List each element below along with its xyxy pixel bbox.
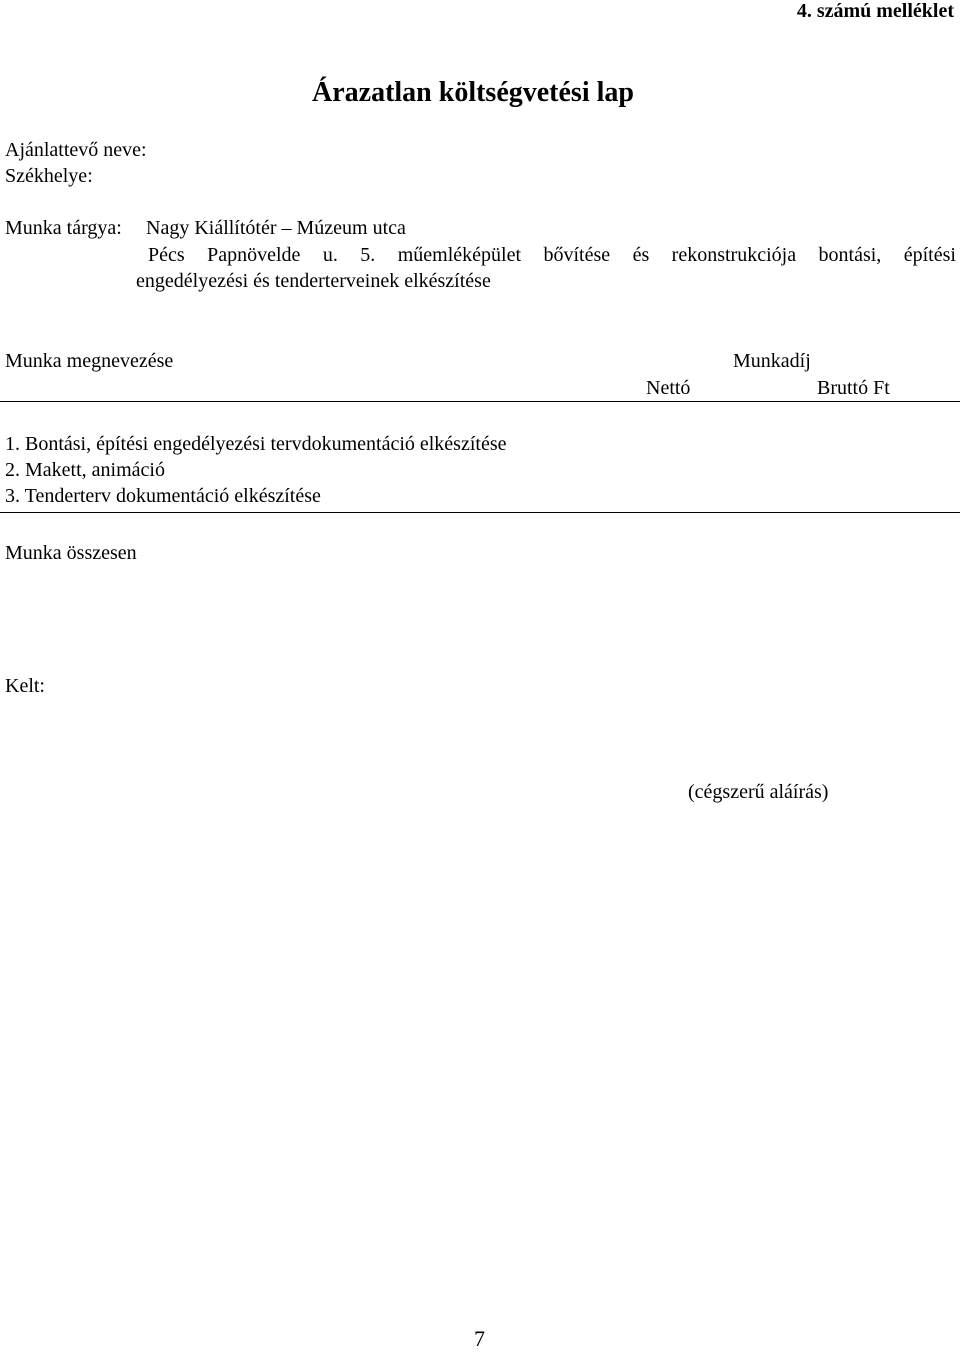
column-header-fee: Munkadíj bbox=[733, 350, 811, 372]
subject-word: bővítése bbox=[543, 244, 611, 266]
column-header-gross: Bruttó Ft bbox=[817, 377, 890, 399]
bidder-name-label: Ajánlattevő neve: bbox=[5, 139, 147, 161]
date-label: Kelt: bbox=[5, 675, 45, 697]
subject-word: Pécs bbox=[148, 244, 185, 266]
subject-word: építési bbox=[903, 244, 956, 266]
subject-label: Munka tárgya: bbox=[5, 217, 122, 239]
subject-word: műemléképület bbox=[397, 244, 522, 266]
column-header-work: Munka megnevezése bbox=[5, 350, 174, 372]
table-row: 1. Bontási, építési engedélyezési tervdokumentáció elkészítése bbox=[5, 433, 507, 455]
page-number: 7 bbox=[474, 1326, 485, 1351]
table-row: 3. Tenderterv dokumentáció elkészítése bbox=[5, 485, 321, 507]
bidder-seat-label: Székhelye: bbox=[5, 165, 93, 187]
subject-word: Papnövelde bbox=[207, 244, 301, 266]
subject-word: u. bbox=[322, 244, 338, 266]
header-divider bbox=[0, 401, 960, 402]
column-header-net: Nettó bbox=[646, 377, 691, 399]
subject-line-2 bbox=[148, 244, 956, 267]
subject-word: bontási, bbox=[818, 244, 882, 266]
subject-word: rekonstrukciója bbox=[671, 244, 797, 266]
subject-line-3: engedélyezési és tenderterveinek elkészítése bbox=[136, 270, 491, 292]
page-title: Árazatlan költségvetési lap bbox=[312, 77, 634, 108]
subject-word: és bbox=[632, 244, 650, 266]
signature-caption: (cégszerű aláírás) bbox=[688, 781, 829, 803]
annex-label: 4. számú melléklet bbox=[796, 0, 954, 22]
subject-word: 5. bbox=[360, 244, 376, 266]
table-row: 2. Makett, animáció bbox=[5, 459, 165, 481]
total-label: Munka összesen bbox=[5, 542, 137, 564]
rows-divider bbox=[0, 512, 960, 513]
subject-line-1: Nagy Kiállítótér – Múzeum utca bbox=[146, 217, 406, 239]
